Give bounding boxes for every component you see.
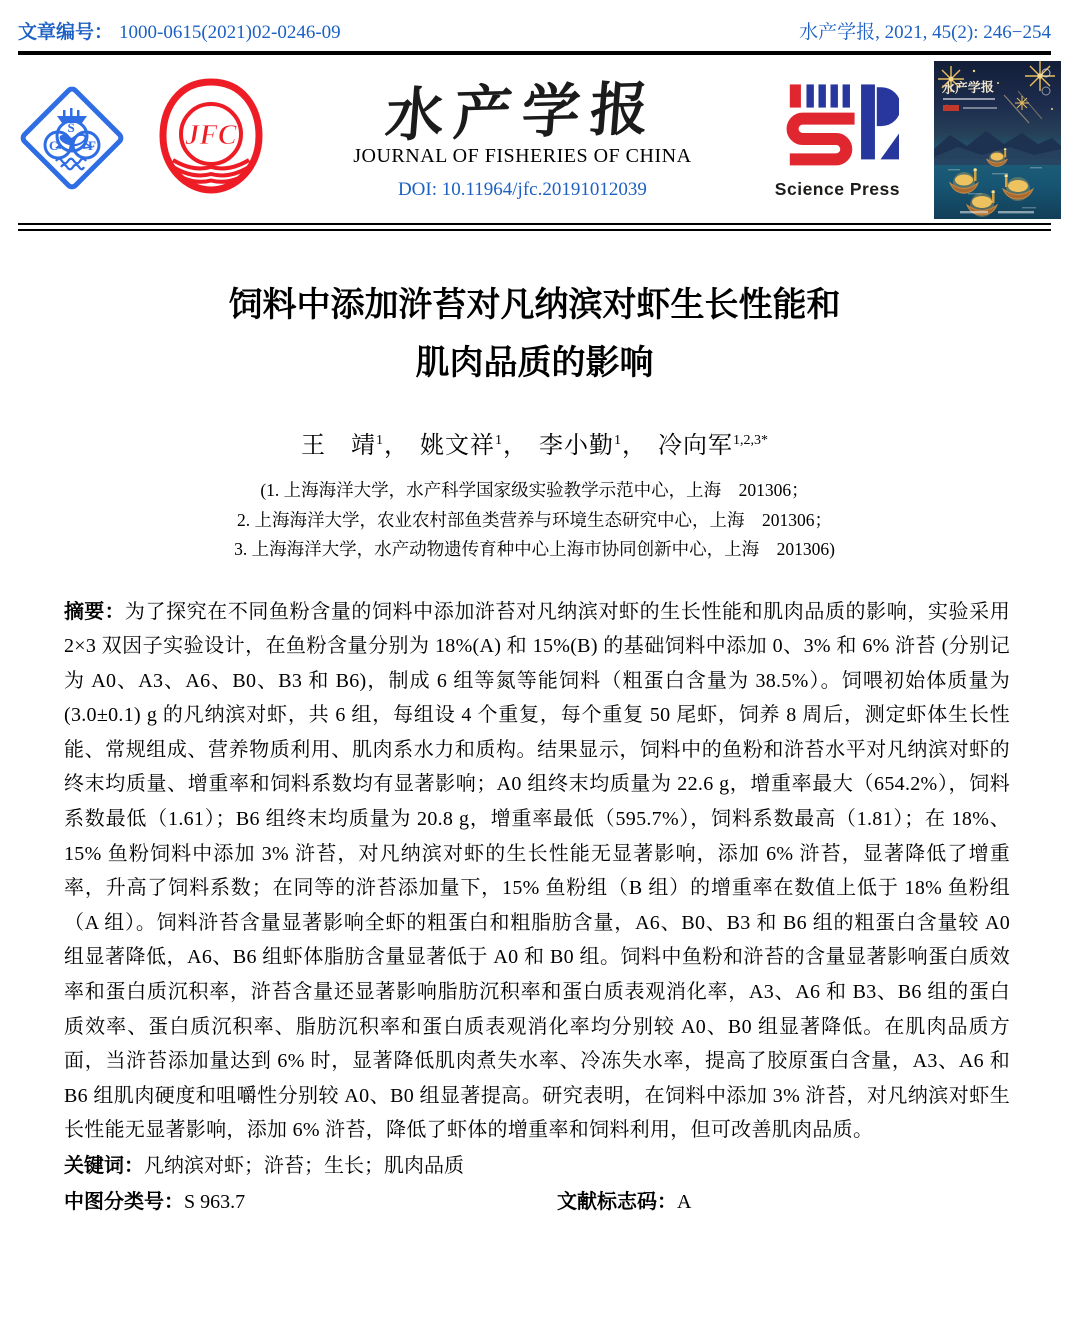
science-press-icon <box>775 81 899 173</box>
journal-title-zh: 水产学报 <box>383 74 662 150</box>
cover-art <box>934 61 1061 219</box>
science-press-logo <box>775 81 900 200</box>
author-1: 王 靖$^1$， <box>301 433 409 459</box>
author-3: 李小勤$^1$， <box>539 433 647 459</box>
masthead-center <box>270 74 775 201</box>
article-number-value: 1000-0615(2021)02-0246-09 <box>119 22 341 43</box>
article-number-label: 文章编号： <box>18 22 114 43</box>
affiliation-list <box>0 476 1069 565</box>
csf-society-logo <box>14 68 130 213</box>
csf-letter-c: C <box>49 137 59 153</box>
masthead-rule <box>18 223 1051 231</box>
csf-logo-icon <box>14 68 130 208</box>
clc-label: 中图分类号： <box>64 1191 184 1213</box>
csf-letter-s: S <box>67 119 75 135</box>
keywords <box>64 1150 1010 1182</box>
doi-text: DOI: 10.11964/jfc.20191012039 <box>397 179 647 200</box>
page-header <box>0 0 1069 44</box>
masthead <box>14 59 1061 221</box>
jfc-logo-icon <box>152 74 270 202</box>
clc-number: 中图分类号：S 963.7 <box>64 1191 246 1213</box>
author-2-affil-sup: 1 <box>495 433 502 448</box>
journal-citation: 水产学报, 2021, 45(2): 246−254 <box>799 22 1051 43</box>
header-rule <box>18 51 1051 55</box>
article-title <box>0 276 1069 392</box>
journal-title-en: JOURNAL OF FISHERIES OF CHINA <box>353 145 692 167</box>
author-3-affil-sup: 1 <box>614 433 621 448</box>
document-code-label: 文献标志码： <box>557 1191 677 1213</box>
document-code: 文献标志码：A <box>557 1191 692 1213</box>
author-4-affil-sup: 1,2,3* <box>733 433 768 448</box>
keywords-text: 凡纳滨对虾；浒苔；生长；肌肉品质 <box>144 1155 464 1177</box>
article-number <box>18 17 341 44</box>
classification-row <box>64 1187 1010 1217</box>
jfc-journal-logo <box>152 74 270 207</box>
author-list <box>0 425 1069 460</box>
article-title-line2: 肌肉品质的影响 <box>415 344 654 382</box>
abstract-label: 摘要： <box>64 600 125 623</box>
author-2: 姚文祥$^1$， <box>420 433 528 459</box>
affiliation-1: (1. 上海海洋大学，水产科学国家级实验教学示范中心，上海 201306； <box>260 480 809 500</box>
author-1-affil-sup: 1 <box>376 433 383 448</box>
article-title-line1: 饲料中添加浒苔对凡纳滨对虾生长性能和 <box>228 286 841 324</box>
abstract <box>64 595 1010 1149</box>
affiliation-3: 3. 上海海洋大学，水产动物遗传育种中心上海市协同创新中心，上海 201306) <box>234 539 835 559</box>
cover-title: 水产学报 <box>941 80 995 97</box>
science-press-label: Science Press <box>774 178 900 199</box>
author-4: 冷向军$^{1,2,3*}$ <box>658 433 768 459</box>
journal-cover-thumbnail <box>934 61 1061 219</box>
keywords-label: 关键词： <box>64 1155 144 1177</box>
csf-letter-f: F <box>88 137 96 153</box>
affiliation-2: 2. 上海海洋大学，农业农村部鱼类营养与环境生态研究中心，上海 201306； <box>237 509 832 530</box>
jfc-letters: JFC <box>185 119 237 151</box>
abstract-text: 为了探究在不同鱼粉含量的饲料中添加浒苔对凡纳滨对虾的生长性能和肌肉品质的影响，实验采用 2×3 双因子实验设计，在鱼粉含量分别为 18%(A) 和 15%(B) 的基础饲料中添加 0、3% 和 6% 浒苔 (分别记为 A0、A3、A6、B0、B3 和 B6)，制成 6 组等氮等能饲料（粗蛋白含量为 38.5%）。饲喂初始体质量为 (3.0±0.1) g 的凡纳滨对虾，共 6 组，每组设 4 个重复，每个重复 50 尾虾，饲养 8 周后，测定虾体生长性能、常规组成、营养物质利用、肌肉系水力和质构。结果显示，饲料中的鱼粉和浒苔水平对凡纳滨对虾的终末均质量、增重率和饲料系数均有显著影响；A0 组终末均质量为 22.6 g，增重率最大（654.2%），饲料系数最低（1.61）；B6 组终末均质量为 20.8 g，增重率最低（595.7%），饲料系数最高（1.81）；在 18%、15% 鱼粉饲料中添加 3% 浒苔，对凡纳滨对虾的生长性能无显著影响，添加 6% 浒苔，显著降低了增重率，升高了饲料系数；在同等的浒苔添加量下，15% 鱼粉组（B 组）的增重率在数值上低于 18% 鱼粉组（A 组）。饲料浒苔含量显著影响全虾的粗蛋白和粗脂肪含量，A6、B0、B3 和 B6 组的粗蛋白含量较 A0 组显著降低，A6、B6 组虾体脂肪含量显著低于 A0 和 B0 组。饲料中鱼粉和浒苔的含量显著影响蛋白质效率和蛋白质沉积率，浒苔含量还显著影响脂肪沉积率和蛋白质表观消化率，A3、A6 和 B3、B6 组的蛋白质效率、蛋白质沉积率、脂肪沉积率和蛋白质表观消化率均分别较 A0、B0 组显著降低。在肌肉品质方面，当浒苔添加量达到 6% 时，显著降低肌肉煮失水率、冷冻失水率，提高了胶原蛋白含量，A3、A6 和 B6 组肌肉硬度和咀嚼性分别较 A0、B0 组显著提高。研究表明，在饲料中添加 3% 浒苔，对凡纳滨对虾生长性能无显著影响，添加 6% 浒苔，降低了虾体的增重率和饲料利用，但可改善肌肉品质。 <box>64 600 1010 1142</box>
